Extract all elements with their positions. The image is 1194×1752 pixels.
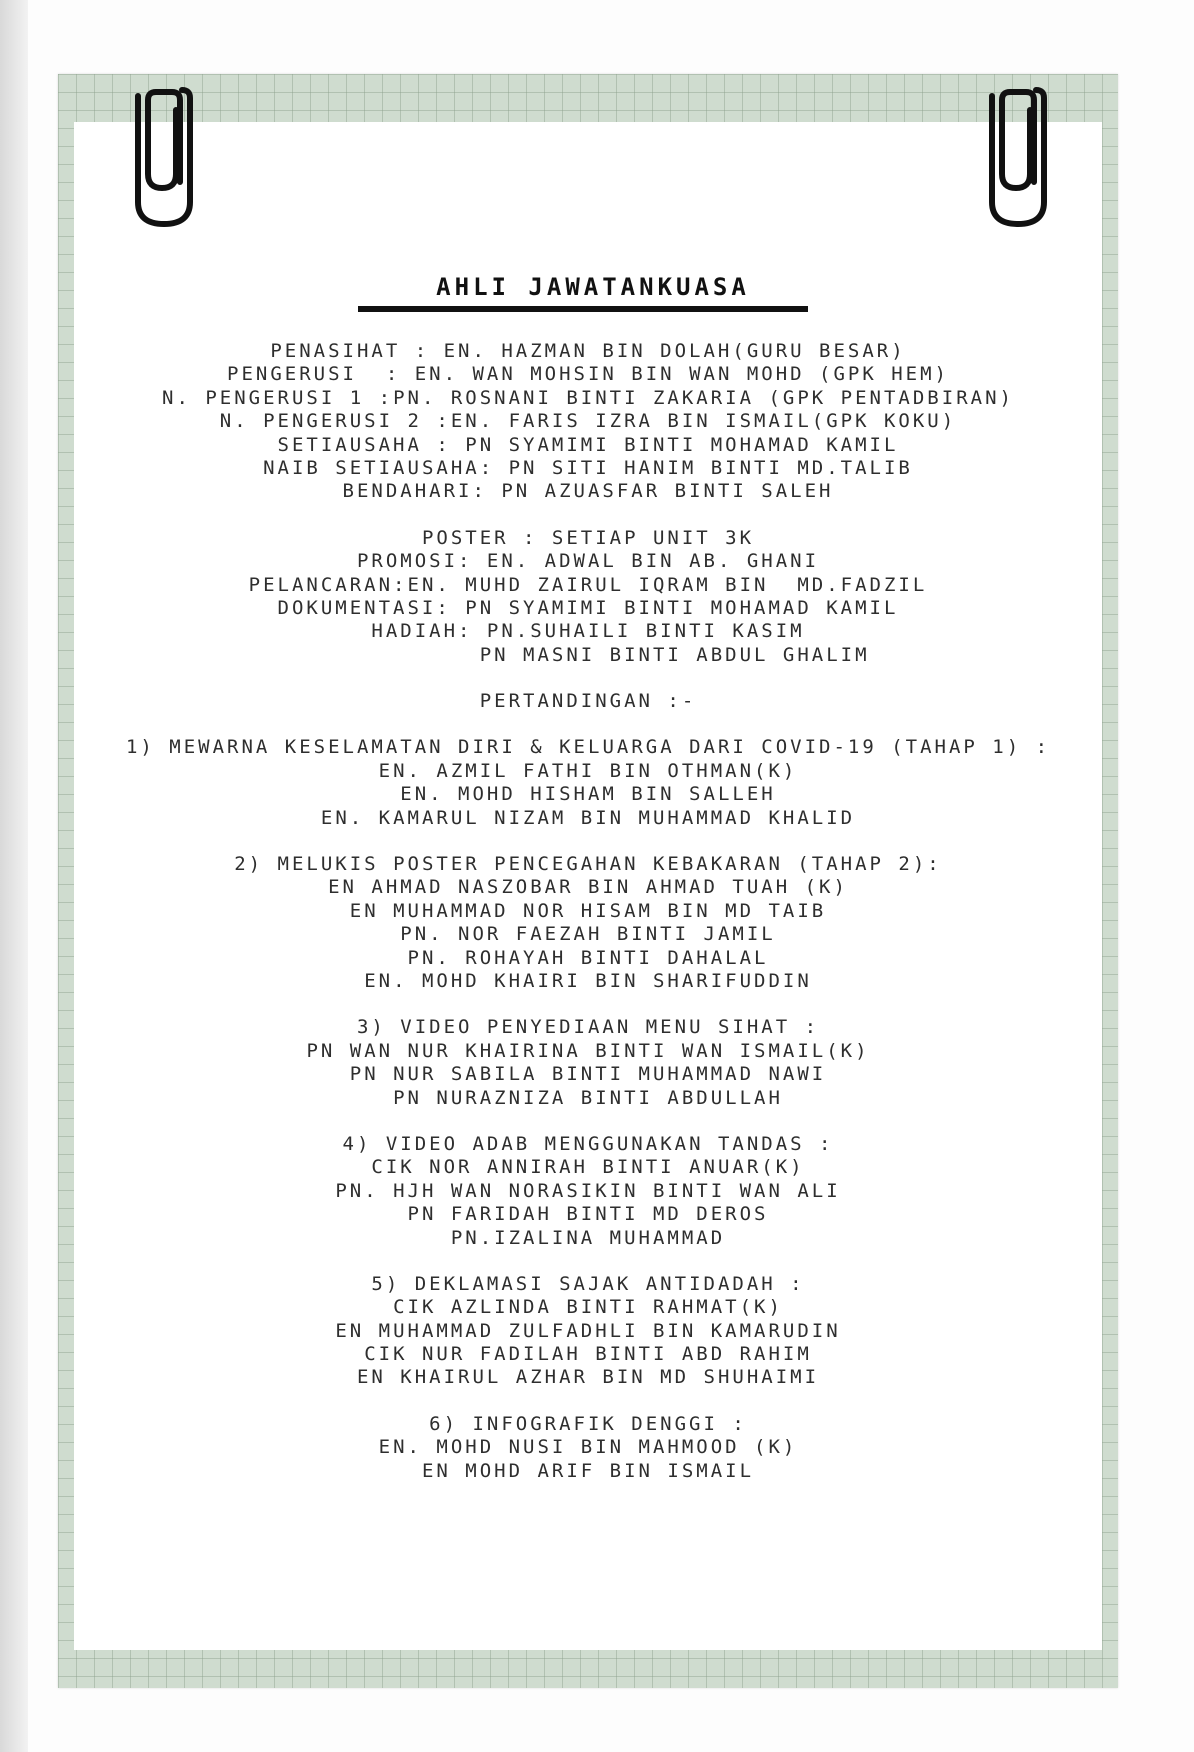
competition-heading-6: 6) INFOGRAFIK DENGGI : xyxy=(429,1412,747,1435)
competition-member: PN NUR SABILA BINTI MUHAMMAD NAWI xyxy=(349,1063,827,1086)
spacer xyxy=(74,830,1102,853)
competition-member: EN MUHAMMAD NOR HISAM BIN MD TAIB xyxy=(349,899,827,922)
spacer xyxy=(74,1110,1102,1133)
competition-member: CIK AZLINDA BINTI RAHMAT(K) xyxy=(393,1296,783,1319)
paperclip-icon xyxy=(124,86,204,232)
competition-section-3 xyxy=(74,1016,1102,1110)
spacer xyxy=(74,667,1102,690)
competition-member: EN. MOHD NUSI BIN MAHMOOD (K) xyxy=(378,1436,798,1459)
committee-list xyxy=(74,340,1102,504)
unit-line-promotion: PROMOSI: EN. ADWAL BIN AB. GHANI xyxy=(356,550,820,573)
document-title: AHLI JAWATANKUASA xyxy=(436,273,750,301)
competition-member: PN.IZALINA MUHAMMAD xyxy=(450,1226,726,1249)
spacer xyxy=(74,1390,1102,1413)
committee-line-secretary: SETIAUSAHA : PN SYAMIMI BINTI MOHAMAD KAMIL xyxy=(277,433,899,456)
unit-list xyxy=(74,527,1102,667)
competition-member: EN MOHD ARIF BIN ISMAIL xyxy=(421,1459,755,1482)
competition-member: EN KHAIRUL AZHAR BIN MD SHUHAIMI xyxy=(356,1366,820,1389)
competition-member: PN. ROHAYAH BINTI DAHALAL xyxy=(407,946,769,969)
spacer xyxy=(74,713,1102,736)
competition-member: CIK NUR FADILAH BINTI ABD RAHIM xyxy=(364,1343,812,1366)
unit-line-launch: PELANCARAN:EN. MUHD ZAIRUL IQRAM BIN MD.FADZIL xyxy=(248,573,928,596)
competition-member: EN. AZMIL FATHI BIN OTHMAN(K) xyxy=(378,759,798,782)
document-content xyxy=(74,270,1102,1483)
unit-line-documentation: DOKUMENTASI: PN SYAMIMI BINTI MOHAMAD KAMIL xyxy=(277,596,899,619)
competition-section-6 xyxy=(74,1413,1102,1483)
unit-line-poster: POSTER : SETIAP UNIT 3K xyxy=(421,526,755,549)
competition-member: EN. MOHD KHAIRI BIN SHARIFUDDIN xyxy=(364,969,812,992)
committee-line-vice-chairman-1: N. PENGERUSI 1 :PN. ROSNANI BINTI ZAKARIA (GPK PENTADBIRAN) xyxy=(162,386,1014,409)
competition-member: PN FARIDAH BINTI MD DEROS xyxy=(407,1203,769,1226)
competition-member: EN AHMAD NASZOBAR BIN AHMAD TUAH (K) xyxy=(328,876,848,899)
competition-member: EN. KAMARUL NIZAM BIN MUHAMMAD KHALID xyxy=(320,806,856,829)
competition-member: EN. MOHD HISHAM BIN SALLEH xyxy=(400,783,776,806)
competition-section-5 xyxy=(74,1273,1102,1390)
unit-line-prize: HADIAH: PN.SUHAILI BINTI KASIM xyxy=(371,620,805,643)
competition-member: PN. HJH WAN NORASIKIN BINTI WAN ALI xyxy=(335,1179,841,1202)
competition-section-1 xyxy=(74,736,1102,830)
competition-section-2 xyxy=(74,853,1102,993)
competition-heading-1: 1) MEWARNA KESELAMATAN DIRI & KELUARGA DARI COVID-19 (TAHAP 1) : xyxy=(125,736,1051,759)
competition-member: CIK NOR ANNIRAH BINTI ANUAR(K) xyxy=(371,1156,805,1179)
competition-member: EN MUHAMMAD ZULFADHLI BIN KAMARUDIN xyxy=(335,1319,841,1342)
competition-member: PN NURAZNIZA BINTI ABDULLAH xyxy=(393,1086,783,1109)
unit-line-prize-2: PN MASNI BINTI ABDUL GHALIM xyxy=(306,643,870,666)
spacer xyxy=(74,993,1102,1016)
committee-line-vice-secretary: NAIB SETIAUSAHA: PN SITI HANIM BINTI MD.TALIB xyxy=(263,456,913,479)
competition-heading-4: 4) VIDEO ADAB MENGGUNAKAN TANDAS : xyxy=(342,1132,834,1155)
competition-member: PN WAN NUR KHAIRINA BINTI WAN ISMAIL(K) xyxy=(306,1039,870,1062)
page-edge-shadow xyxy=(0,0,28,1752)
committee-line-advisor: PENASIHAT : EN. HAZMAN BIN DOLAH(GURU BESAR) xyxy=(270,340,906,362)
competition-heading-2: 2) MELUKIS POSTER PENCEGAHAN KEBAKARAN (TAHAP 2): xyxy=(234,853,942,876)
spacer xyxy=(74,1250,1102,1273)
competition-section-4 xyxy=(74,1133,1102,1250)
committee-line-vice-chairman-2: N. PENGERUSI 2 :EN. FARIS IZRA BIN ISMAIL(GPK KOKU) xyxy=(219,410,957,433)
committee-line-treasurer: BENDAHARI: PN AZUASFAR BINTI SALEH xyxy=(342,480,834,503)
spacer xyxy=(74,504,1102,527)
competition-member: PN. NOR FAEZAH BINTI JAMIL xyxy=(400,923,776,946)
title-underline xyxy=(358,306,808,312)
competition-heading: PERTANDINGAN :- xyxy=(479,690,697,713)
paperclip-icon xyxy=(978,86,1058,232)
competition-heading-3: 3) VIDEO PENYEDIAAN MENU SIHAT : xyxy=(356,1016,820,1039)
competition-heading-5: 5) DEKLAMASI SAJAK ANTIDADAH : xyxy=(371,1272,805,1295)
committee-line-chairman: PENGERUSI : EN. WAN MOHSIN BIN WAN MOHD (GPK HEM) xyxy=(227,363,949,386)
